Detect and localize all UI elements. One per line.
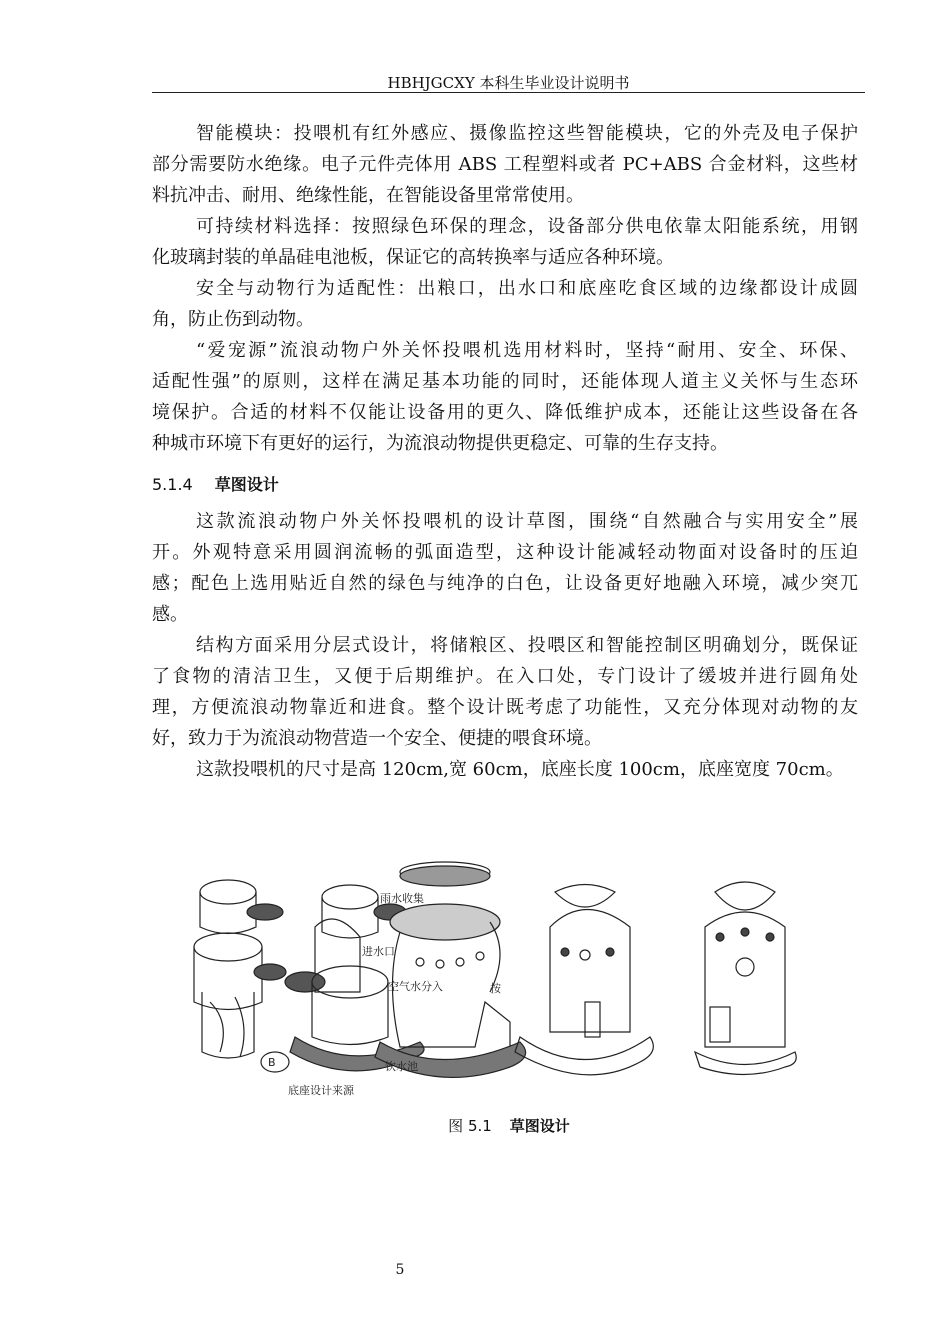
caption-title: 草图设计: [509, 1117, 570, 1135]
section-heading: [152, 469, 858, 500]
paragraph: [152, 506, 858, 630]
text-line: 种城市环境下有更好的运行，为流浪动物提供更稳定、可靠的生存支持。: [152, 433, 728, 454]
text-line: 感。: [152, 604, 188, 625]
feeder-sketch-front: [515, 885, 653, 1075]
caption-number: 图 5.1: [448, 1117, 492, 1135]
label-inlet: 进水口: [362, 945, 395, 958]
text-line: 这款投喂机的尺寸是高 120cm,宽 60cm，底座长度 100cm，底座宽度 70cm。: [196, 759, 844, 780]
paragraph: [152, 211, 858, 273]
text-line: 好，致力于为流浪动物营造一个安全、便捷的喂食环境。: [152, 728, 602, 749]
paragraphs-before: [152, 118, 858, 459]
text-line: 适配性强”的原则，这样在满足基本功能的同时，还能体现人道主义关怀与生态环: [152, 371, 858, 392]
page-number: 5: [395, 1262, 405, 1278]
section-title: 草图设计: [214, 475, 279, 494]
label-button: 按: [490, 982, 501, 995]
label-air: 空气水分入: [388, 980, 443, 993]
text-line: 这款流浪动物户外关怀投喂机的设计草图，围绕“自然融合与实用安全”展: [196, 511, 858, 532]
text-line: 感；配色上选用贴近自然的绿色与纯净的白色，让设备更好地融入环境，减少突兀: [152, 573, 858, 594]
page-header: HBHJGCXY 本科生毕业设计说明书: [387, 74, 630, 92]
figure-caption: [0, 1115, 950, 1136]
document-body: [152, 118, 858, 785]
section-number: 5.1.4: [152, 475, 193, 494]
paragraph: [152, 273, 858, 335]
text-line: 结构方面采用分层式设计，将储粮区、投喂区和智能控制区明确划分，既保证: [196, 635, 858, 656]
text-line: 了食物的清洁卫生，又便于后期维护。在入口处，专门设计了缓坡并进行圆角处: [152, 666, 858, 687]
text-line: 智能模块：投喂机有红外感应、摄像监控这些智能模块，它的外壳及电子保护: [196, 123, 858, 144]
paragraph: [152, 118, 858, 211]
label-rain: 雨水收集: [380, 892, 424, 905]
paragraph: [152, 754, 858, 785]
sketch-figure: [190, 852, 810, 1102]
text-line: 安全与动物行为适配性：出粮口，出水口和底座吃食区域的边缘都设计成圆: [196, 278, 858, 299]
paragraph: [152, 335, 858, 459]
text-line: 角，防止伤到动物。: [152, 309, 314, 330]
paragraphs-after: [152, 506, 858, 785]
paragraph: [152, 630, 858, 754]
feeder-sketch-detailed: [362, 862, 526, 1077]
svg-text:B: B: [268, 1056, 276, 1069]
label-base-source: 底座设计来源: [288, 1084, 354, 1097]
text-line: 部分需要防水绝缘。电子元件壳体用 ABS 工程塑料或者 PC+ABS 合金材料，这些材: [152, 154, 858, 175]
text-line: 料抗冲击、耐用、绝缘性能，在智能设备里常常使用。: [152, 185, 584, 206]
header-divider: [152, 92, 865, 93]
cylinder-sketch-1: [194, 880, 286, 1058]
text-line: “爱宠源”流浪动物户外关怀投喂机选用材料时，坚持“耐用、安全、环保、: [196, 340, 858, 361]
feeder-sketch-back: [695, 882, 796, 1075]
text-line: 可持续材料选择：按照绿色环保的理念，设备部分供电依靠太阳能系统，用钢: [196, 216, 858, 237]
text-line: 境保护。合适的材料不仅能让设备用的更久、降低维护成本，还能让这些设备在各: [152, 402, 858, 423]
text-line: 开。外观特意采用圆润流畅的弧面造型，这种设计能减轻动物面对设备时的压迫: [152, 542, 858, 563]
label-drink: 饮水池: [385, 1060, 418, 1073]
text-line: 理，方便流浪动物靠近和进食。整个设计既考虑了功能性，又充分体现对动物的友: [152, 697, 858, 718]
text-line: 化玻璃封装的单晶硅电池板，保证它的高转换率与适应各种环境。: [152, 247, 674, 268]
